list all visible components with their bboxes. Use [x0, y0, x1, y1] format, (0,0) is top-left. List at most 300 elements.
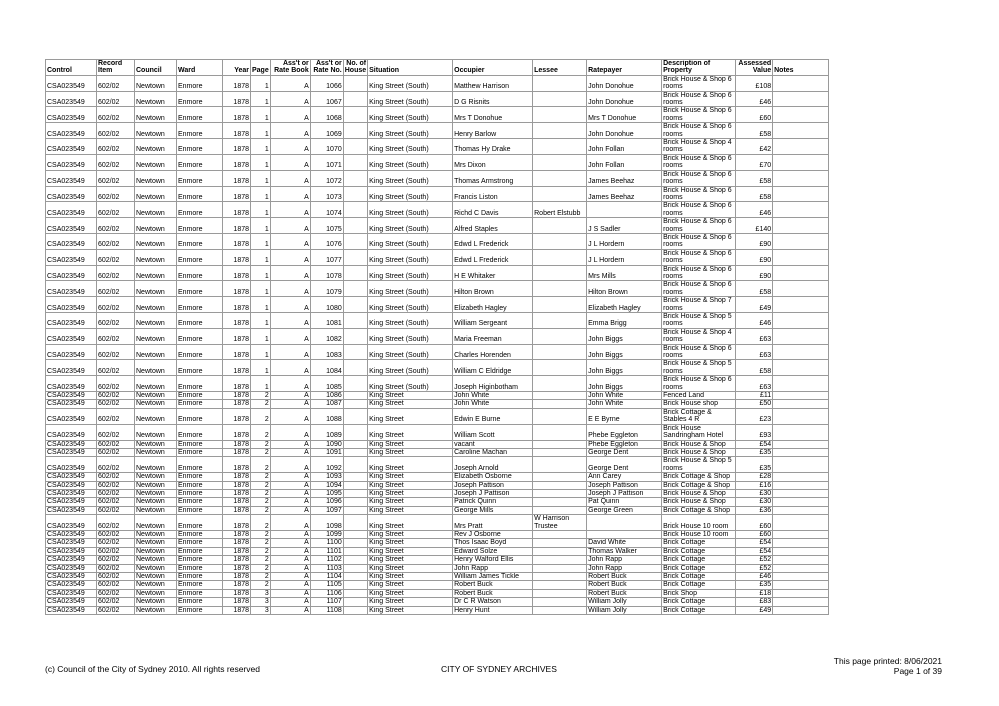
cell-rate-book: A: [270, 376, 310, 392]
cell-control: CSA023549: [46, 249, 97, 265]
cell-situation: King Street: [368, 539, 453, 547]
cell-value: £18: [736, 589, 773, 597]
cell-ratepayer: Emma Brigg: [587, 313, 662, 329]
cell-ratepayer: John White: [587, 400, 662, 408]
cell-year: 1878: [223, 75, 251, 91]
cell-year: 1878: [223, 440, 251, 448]
cell-occupier: Alfred Staples: [453, 218, 533, 234]
cell-rate-no: 1066: [310, 75, 343, 91]
cell-page: 1: [251, 344, 271, 360]
cell-rate-no: 1086: [310, 392, 343, 400]
cell-rate-no: 1073: [310, 186, 343, 202]
cell-ward: Enmore: [177, 473, 223, 481]
cell-ward: Enmore: [177, 186, 223, 202]
cell-year: 1878: [223, 328, 251, 344]
table-row: [46, 139, 829, 155]
cell-ratepayer: John Donohue: [587, 75, 662, 91]
cell-ward: Enmore: [177, 265, 223, 281]
cell-value: £49: [736, 297, 773, 313]
cell-value: £46: [736, 91, 773, 107]
cell-ratepayer: George Green: [587, 506, 662, 514]
cell-house: [343, 107, 367, 123]
cell-occupier: Mrs Pratt: [453, 515, 533, 531]
cell-notes: [773, 547, 829, 555]
cell-situation: King Street: [368, 498, 453, 506]
cell-control: CSA023549: [46, 154, 97, 170]
cell-house: [343, 123, 367, 139]
table-row: [46, 473, 829, 481]
cell-page: 1: [251, 91, 271, 107]
cell-description: Brick House & Shop 6 rooms: [662, 186, 736, 202]
cell-occupier: Henry Barlow: [453, 123, 533, 139]
cell-lessee: [533, 573, 587, 581]
header-row: [46, 60, 829, 76]
cell-record-item: 602/02: [97, 408, 135, 424]
cell-record-item: 602/02: [97, 606, 135, 614]
cell-rate-no: 1095: [310, 489, 343, 497]
cell-record-item: 602/02: [97, 424, 135, 440]
cell-control: CSA023549: [46, 424, 97, 440]
cell-house: [343, 313, 367, 329]
cell-description: Brick House shop: [662, 400, 736, 408]
cell-ratepayer: J L Hordern: [587, 249, 662, 265]
table-row: [46, 202, 829, 218]
cell-rate-no: 1070: [310, 139, 343, 155]
cell-year: 1878: [223, 265, 251, 281]
cell-ratepayer: [587, 202, 662, 218]
cell-council: Newtown: [135, 139, 177, 155]
cell-house: [343, 75, 367, 91]
cell-year: 1878: [223, 564, 251, 572]
cell-occupier: Mrs T Donohue: [453, 107, 533, 123]
cell-ward: Enmore: [177, 344, 223, 360]
cell-situation: King Street: [368, 400, 453, 408]
cell-record-item: 602/02: [97, 249, 135, 265]
cell-council: Newtown: [135, 457, 177, 473]
cell-year: 1878: [223, 457, 251, 473]
cell-rate-book: A: [270, 233, 310, 249]
cell-situation: King Street (South): [368, 170, 453, 186]
footer-printed: This page printed: 8/06/2021: [833, 656, 942, 666]
cell-page: 1: [251, 107, 271, 123]
footer-page-number: Page 1 of 39: [893, 666, 942, 676]
cell-rate-book: A: [270, 581, 310, 589]
cell-notes: [773, 400, 829, 408]
cell-ward: Enmore: [177, 75, 223, 91]
cell-notes: [773, 233, 829, 249]
cell-notes: [773, 573, 829, 581]
cell-description: Brick House & Shop: [662, 489, 736, 497]
cell-record-item: 602/02: [97, 281, 135, 297]
cell-house: [343, 139, 367, 155]
cell-page: 2: [251, 448, 271, 456]
cell-value: £36: [736, 506, 773, 514]
cell-occupier: Joseph J Pattison: [453, 489, 533, 497]
cell-ratepayer: David White: [587, 539, 662, 547]
cell-control: CSA023549: [46, 170, 97, 186]
cell-year: 1878: [223, 123, 251, 139]
cell-record-item: 602/02: [97, 556, 135, 564]
cell-description: Brick Cottage: [662, 539, 736, 547]
cell-ratepayer: John Biggs: [587, 376, 662, 392]
cell-notes: [773, 376, 829, 392]
cell-occupier: John White: [453, 392, 533, 400]
cell-description: Brick House & Shop 5 rooms: [662, 457, 736, 473]
cell-rate-book: A: [270, 573, 310, 581]
cell-ratepayer: John Follan: [587, 154, 662, 170]
cell-rate-no: 1099: [310, 530, 343, 538]
cell-notes: [773, 498, 829, 506]
table-row: [46, 376, 829, 392]
cell-record-item: 602/02: [97, 489, 135, 497]
cell-value: £83: [736, 598, 773, 606]
cell-value: £58: [736, 186, 773, 202]
cell-page: 2: [251, 573, 271, 581]
cell-record-item: 602/02: [97, 448, 135, 456]
cell-value: £52: [736, 564, 773, 572]
cell-record-item: 602/02: [97, 498, 135, 506]
cell-rate-book: A: [270, 515, 310, 531]
cell-situation: King Street: [368, 392, 453, 400]
cell-record-item: 602/02: [97, 539, 135, 547]
table-row: [46, 360, 829, 376]
cell-rate-no: 1092: [310, 457, 343, 473]
table-row: [46, 233, 829, 249]
table-row: [46, 75, 829, 91]
cell-rate-book: A: [270, 249, 310, 265]
cell-year: 1878: [223, 344, 251, 360]
cell-page: 2: [251, 457, 271, 473]
cell-council: Newtown: [135, 328, 177, 344]
cell-description: Brick House Sandringham Hotel: [662, 424, 736, 440]
cell-lessee: [533, 457, 587, 473]
cell-situation: King Street (South): [368, 123, 453, 139]
cell-year: 1878: [223, 170, 251, 186]
cell-rate-no: 1069: [310, 123, 343, 139]
table-row: [46, 392, 829, 400]
cell-value: £63: [736, 328, 773, 344]
cell-council: Newtown: [135, 515, 177, 531]
cell-rate-book: A: [270, 202, 310, 218]
cell-year: 1878: [223, 473, 251, 481]
cell-record-item: 602/02: [97, 376, 135, 392]
cell-occupier: Edwd L Frederick: [453, 249, 533, 265]
cell-ward: Enmore: [177, 202, 223, 218]
col-header-council: Council: [135, 60, 177, 76]
cell-control: CSA023549: [46, 556, 97, 564]
cell-page: 1: [251, 139, 271, 155]
cell-lessee: [533, 392, 587, 400]
cell-occupier: Joseph Higinbotham: [453, 376, 533, 392]
cell-occupier: Francis Liston: [453, 186, 533, 202]
cell-description: Brick Cottage & Shop: [662, 506, 736, 514]
cell-house: [343, 400, 367, 408]
cell-occupier: Mrs Dixon: [453, 154, 533, 170]
cell-rate-book: A: [270, 457, 310, 473]
cell-ward: Enmore: [177, 170, 223, 186]
cell-record-item: 602/02: [97, 218, 135, 234]
cell-ward: Enmore: [177, 91, 223, 107]
cell-lessee: [533, 91, 587, 107]
cell-rate-book: A: [270, 530, 310, 538]
cell-situation: King Street (South): [368, 202, 453, 218]
cell-rate-no: 1106: [310, 589, 343, 597]
cell-rate-book: A: [270, 218, 310, 234]
table-row: [46, 344, 829, 360]
cell-rate-book: A: [270, 481, 310, 489]
cell-ward: Enmore: [177, 313, 223, 329]
cell-description: Brick Cottage: [662, 556, 736, 564]
cell-value: £140: [736, 218, 773, 234]
cell-control: CSA023549: [46, 107, 97, 123]
cell-control: CSA023549: [46, 440, 97, 448]
cell-page: 2: [251, 392, 271, 400]
cell-notes: [773, 249, 829, 265]
cell-year: 1878: [223, 249, 251, 265]
cell-ward: Enmore: [177, 281, 223, 297]
cell-value: £60: [736, 515, 773, 531]
cell-situation: King Street (South): [368, 281, 453, 297]
col-header-ward: Ward: [177, 60, 223, 76]
cell-situation: King Street: [368, 581, 453, 589]
cell-ratepayer: Joseph Pattison: [587, 481, 662, 489]
col-header-year: Year: [223, 60, 251, 76]
cell-notes: [773, 313, 829, 329]
cell-control: CSA023549: [46, 473, 97, 481]
cell-occupier: vacant: [453, 440, 533, 448]
cell-ward: Enmore: [177, 392, 223, 400]
cell-ratepayer: John Rapp: [587, 564, 662, 572]
cell-year: 1878: [223, 573, 251, 581]
cell-lessee: [533, 473, 587, 481]
cell-record-item: 602/02: [97, 530, 135, 538]
cell-house: [343, 547, 367, 555]
cell-situation: King Street (South): [368, 249, 453, 265]
cell-council: Newtown: [135, 392, 177, 400]
cell-rate-book: A: [270, 606, 310, 614]
cell-occupier: William James Tickle: [453, 573, 533, 581]
col-header-notes: Notes: [773, 60, 829, 76]
cell-ratepayer: Joseph J Pattison: [587, 489, 662, 497]
cell-occupier: Joseph Arnold: [453, 457, 533, 473]
cell-lessee: [533, 313, 587, 329]
table-row: [46, 598, 829, 606]
cell-ratepayer: Elizabeth Hagley: [587, 297, 662, 313]
cell-house: [343, 186, 367, 202]
cell-house: [343, 344, 367, 360]
cell-council: Newtown: [135, 573, 177, 581]
cell-house: [343, 506, 367, 514]
cell-ratepayer: John Follan: [587, 139, 662, 155]
cell-notes: [773, 75, 829, 91]
cell-occupier: H E Whitaker: [453, 265, 533, 281]
cell-council: Newtown: [135, 344, 177, 360]
cell-notes: [773, 360, 829, 376]
cell-occupier: Rev J Osborne: [453, 530, 533, 538]
cell-occupier: George Mills: [453, 506, 533, 514]
cell-control: CSA023549: [46, 573, 97, 581]
cell-ward: Enmore: [177, 123, 223, 139]
cell-notes: [773, 170, 829, 186]
cell-description: Brick House & Shop 5 rooms: [662, 313, 736, 329]
cell-ward: Enmore: [177, 481, 223, 489]
cell-control: CSA023549: [46, 123, 97, 139]
cell-situation: King Street (South): [368, 328, 453, 344]
col-header-page: Page: [251, 60, 271, 76]
cell-council: Newtown: [135, 440, 177, 448]
cell-occupier: Thos Isaac Boyd: [453, 539, 533, 547]
cell-page: 2: [251, 408, 271, 424]
cell-house: [343, 424, 367, 440]
cell-occupier: John Rapp: [453, 564, 533, 572]
rate-assessment-table: [45, 59, 829, 615]
cell-occupier: Joseph Pattison: [453, 481, 533, 489]
cell-house: [343, 376, 367, 392]
cell-ratepayer: John Donohue: [587, 91, 662, 107]
cell-ward: Enmore: [177, 328, 223, 344]
table-row: [46, 186, 829, 202]
cell-ratepayer: [587, 530, 662, 538]
cell-record-item: 602/02: [97, 170, 135, 186]
cell-rate-book: A: [270, 75, 310, 91]
cell-year: 1878: [223, 489, 251, 497]
cell-ward: Enmore: [177, 556, 223, 564]
cell-value: £23: [736, 408, 773, 424]
cell-page: 1: [251, 123, 271, 139]
table-row: [46, 91, 829, 107]
cell-notes: [773, 481, 829, 489]
cell-value: £42: [736, 139, 773, 155]
table-row: [46, 556, 829, 564]
cell-house: [343, 170, 367, 186]
cell-page: 2: [251, 498, 271, 506]
cell-page: 1: [251, 265, 271, 281]
cell-rate-book: A: [270, 498, 310, 506]
cell-rate-book: A: [270, 400, 310, 408]
cell-occupier: Thomas Hy Drake: [453, 139, 533, 155]
cell-year: 1878: [223, 498, 251, 506]
cell-control: CSA023549: [46, 265, 97, 281]
cell-year: 1878: [223, 313, 251, 329]
cell-rate-no: 1094: [310, 481, 343, 489]
cell-page: 2: [251, 530, 271, 538]
cell-record-item: 602/02: [97, 154, 135, 170]
cell-occupier: Edwin E Burne: [453, 408, 533, 424]
cell-record-item: 602/02: [97, 75, 135, 91]
cell-occupier: Charles Horenden: [453, 344, 533, 360]
cell-value: £58: [736, 123, 773, 139]
cell-ward: Enmore: [177, 218, 223, 234]
cell-lessee: [533, 440, 587, 448]
cell-notes: [773, 328, 829, 344]
cell-year: 1878: [223, 91, 251, 107]
cell-notes: [773, 186, 829, 202]
cell-value: £35: [736, 448, 773, 456]
cell-lessee: [533, 547, 587, 555]
cell-control: CSA023549: [46, 589, 97, 597]
cell-lessee: [533, 581, 587, 589]
cell-ratepayer: John White: [587, 392, 662, 400]
cell-year: 1878: [223, 581, 251, 589]
cell-situation: King Street (South): [368, 344, 453, 360]
cell-ward: Enmore: [177, 107, 223, 123]
cell-year: 1878: [223, 556, 251, 564]
cell-house: [343, 265, 367, 281]
col-header-rate-book: Ass't or Rate Book: [270, 60, 310, 76]
cell-rate-no: 1100: [310, 539, 343, 547]
cell-lessee: [533, 107, 587, 123]
cell-control: CSA023549: [46, 506, 97, 514]
cell-record-item: 602/02: [97, 91, 135, 107]
cell-page: 2: [251, 506, 271, 514]
cell-lessee: [533, 506, 587, 514]
cell-rate-no: 1104: [310, 573, 343, 581]
cell-value: £93: [736, 424, 773, 440]
cell-control: CSA023549: [46, 392, 97, 400]
cell-value: £16: [736, 481, 773, 489]
cell-notes: [773, 91, 829, 107]
cell-council: Newtown: [135, 408, 177, 424]
cell-description: Brick House & Shop 6 rooms: [662, 218, 736, 234]
cell-notes: [773, 424, 829, 440]
cell-situation: King Street: [368, 598, 453, 606]
cell-house: [343, 448, 367, 456]
cell-control: CSA023549: [46, 91, 97, 107]
cell-control: CSA023549: [46, 360, 97, 376]
cell-rate-no: 1082: [310, 328, 343, 344]
table-row: [46, 564, 829, 572]
cell-situation: King Street: [368, 530, 453, 538]
cell-year: 1878: [223, 139, 251, 155]
cell-ward: Enmore: [177, 448, 223, 456]
cell-year: 1878: [223, 218, 251, 234]
cell-situation: King Street (South): [368, 360, 453, 376]
cell-description: Brick House & Shop 7 rooms: [662, 297, 736, 313]
cell-control: CSA023549: [46, 515, 97, 531]
cell-ratepayer: John Biggs: [587, 328, 662, 344]
cell-description: Brick Cottage: [662, 581, 736, 589]
cell-occupier: Robert Buck: [453, 589, 533, 597]
cell-house: [343, 249, 367, 265]
cell-lessee: [533, 589, 587, 597]
cell-ratepayer: Robert Buck: [587, 589, 662, 597]
table-row: [46, 489, 829, 497]
cell-page: 1: [251, 297, 271, 313]
cell-record-item: 602/02: [97, 440, 135, 448]
cell-rate-book: A: [270, 154, 310, 170]
cell-record-item: 602/02: [97, 589, 135, 597]
cell-council: Newtown: [135, 297, 177, 313]
cell-occupier: Dr C R Watson: [453, 598, 533, 606]
cell-rate-book: A: [270, 91, 310, 107]
cell-page: 1: [251, 170, 271, 186]
cell-rate-no: 1085: [310, 376, 343, 392]
table-row: [46, 481, 829, 489]
cell-record-item: 602/02: [97, 186, 135, 202]
cell-year: 1878: [223, 598, 251, 606]
cell-rate-no: 1091: [310, 448, 343, 456]
cell-value: £58: [736, 170, 773, 186]
cell-page: 2: [251, 547, 271, 555]
cell-control: CSA023549: [46, 328, 97, 344]
cell-description: Brick House & Shop 6 rooms: [662, 91, 736, 107]
cell-lessee: [533, 265, 587, 281]
col-header-description: Description of Property: [662, 60, 736, 76]
cell-value: £54: [736, 539, 773, 547]
cell-control: CSA023549: [46, 139, 97, 155]
cell-notes: [773, 202, 829, 218]
cell-lessee: [533, 233, 587, 249]
